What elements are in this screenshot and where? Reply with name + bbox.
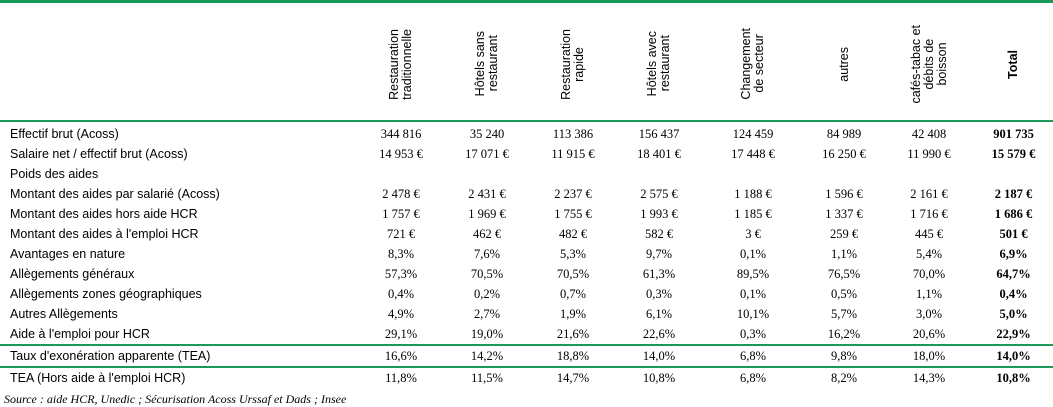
table-cell <box>358 164 444 184</box>
column-header-hotels-avec-restaurant <box>616 8 702 120</box>
table-cell: 35 240 <box>469 126 505 141</box>
table-cell: 582 € <box>644 226 674 241</box>
table-cell: 14 953 € <box>379 146 423 161</box>
table-cell: 6,8% <box>702 367 804 388</box>
table-cell: 0,1% <box>739 286 767 301</box>
table-cell: 6,8% <box>702 345 804 367</box>
table-cell: 0,2% <box>473 286 501 301</box>
table-row <box>0 284 1053 304</box>
table-cell: 1 185 € <box>734 206 772 221</box>
table-row <box>0 345 1053 367</box>
table-cell: 1 188 € <box>734 186 772 201</box>
row-label: Montant des aides à l'emploi HCR <box>10 227 199 241</box>
table-cell: 445 € <box>914 226 944 241</box>
table-cell: 14,7% <box>530 367 616 388</box>
table-cell: 1 757 € <box>382 206 420 221</box>
table-cell: 721 € <box>386 226 416 241</box>
table-cell: 0,3% <box>645 286 673 301</box>
table-cell: 2 575 € <box>640 186 678 201</box>
table-cell: 1 969 € <box>468 206 506 221</box>
total-cell: 501 € <box>999 226 1028 241</box>
column-header-restauration-traditionnelle <box>358 8 444 120</box>
table-cell: 8,3% <box>387 246 415 261</box>
data-table <box>0 124 1053 388</box>
table-cell <box>530 164 616 184</box>
row-label: Avantages en nature <box>10 247 126 261</box>
column-header-autres <box>804 8 884 120</box>
table-row <box>0 124 1053 144</box>
table-cell: 61,3% <box>642 266 676 281</box>
table-cell: 16,2% <box>827 326 861 341</box>
table-row <box>0 324 1053 345</box>
table-row <box>0 367 1053 388</box>
table-cell: 0,1% <box>739 246 767 261</box>
column-header-label: Hôtels avec restaurant <box>645 31 672 97</box>
table-cell: 14,3% <box>884 367 974 388</box>
column-header-restauration-rapide <box>530 8 616 120</box>
table-cell: 5,3% <box>559 246 587 261</box>
table-cell: 7,6% <box>473 246 501 261</box>
table-cell: 9,7% <box>645 246 673 261</box>
row-label: Aide à l'emploi pour HCR <box>10 327 150 341</box>
row-label: TEA (Hors aide à l'emploi HCR) <box>0 367 358 388</box>
table-cell: 113 386 <box>552 126 594 141</box>
table-cell: 0,3% <box>739 326 767 341</box>
table-cell: 17 448 € <box>731 146 775 161</box>
table-cell: 482 € <box>558 226 588 241</box>
table-cell <box>444 164 530 184</box>
table-cell: 57,3% <box>384 266 418 281</box>
table-cell: 0,4% <box>387 286 415 301</box>
column-header-label: cafés-tabac et débits de boisson <box>908 24 949 104</box>
total-cell: 5,0% <box>999 306 1028 321</box>
table-cell: 2 478 € <box>382 186 420 201</box>
table-cell: 1,9% <box>559 306 587 321</box>
row-label: Salaire net / effectif brut (Acoss) <box>10 147 188 161</box>
table-cell: 70,5% <box>556 266 590 281</box>
table-cell: 11 915 € <box>551 146 595 161</box>
table-cell: 6,1% <box>645 306 673 321</box>
table-cell: 16,6% <box>358 345 444 367</box>
table-cell: 14,2% <box>444 345 530 367</box>
table-cell: 1 993 € <box>640 206 678 221</box>
table-cell: 22,6% <box>642 326 676 341</box>
table-cell: 18,0% <box>884 345 974 367</box>
table-top-border <box>0 0 1053 3</box>
table-cell: 0,5% <box>830 286 858 301</box>
total-cell: 22,9% <box>996 326 1031 341</box>
total-cell: 64,7% <box>996 266 1031 281</box>
total-cell: 15 579 € <box>991 146 1036 161</box>
table-cell: 70,0% <box>912 266 946 281</box>
column-header-total <box>974 8 1053 120</box>
table-row <box>0 144 1053 164</box>
table-cell: 11,8% <box>358 367 444 388</box>
table-cell: 89,5% <box>736 266 770 281</box>
row-label: Montant des aides hors aide HCR <box>10 207 198 221</box>
table-cell: 0,7% <box>559 286 587 301</box>
table-cell: 2 431 € <box>468 186 506 201</box>
row-label: Autres Allègements <box>10 307 118 321</box>
table-cell: 3 € <box>745 226 761 241</box>
table-cell: 84 989 <box>826 126 862 141</box>
table-cell <box>702 164 804 184</box>
column-header-label: Total <box>1006 49 1020 79</box>
table-cell <box>616 164 702 184</box>
table-cell: 1,1% <box>830 246 858 261</box>
column-header-label: Hôtels sans restaurant <box>473 31 500 97</box>
table-cell: 11,5% <box>444 367 530 388</box>
row-label: Allègements zones géographiques <box>10 287 202 301</box>
table-row <box>0 184 1053 204</box>
table-cell: 344 816 <box>380 126 422 141</box>
row-label: Poids des aides <box>10 167 99 181</box>
column-header-label: Restauration rapide <box>559 28 586 100</box>
table-cell: 21,6% <box>556 326 590 341</box>
source-note: Source : aide HCR, Unedic ; Sécurisation Acoss Urssaf et Dads ; Insee <box>4 392 347 406</box>
table-cell: 462 € <box>472 226 502 241</box>
table-cell: 3,0% <box>915 306 943 321</box>
column-header-changement-de-secteur <box>702 8 804 120</box>
total-cell: 10,8% <box>974 367 1053 388</box>
total-cell: 1 686 € <box>994 206 1033 221</box>
row-label: Taux d'exonération apparente (TEA) <box>0 345 358 367</box>
total-cell: 6,9% <box>999 246 1028 261</box>
table-cell: 9,8% <box>804 345 884 367</box>
table-cell <box>804 164 884 184</box>
table-cell: 19,0% <box>470 326 504 341</box>
table-cell: 18 401 € <box>637 146 681 161</box>
table-row <box>0 224 1053 244</box>
table-cell: 5,4% <box>915 246 943 261</box>
table-cell: 4,9% <box>387 306 415 321</box>
table-cell: 14,0% <box>616 345 702 367</box>
table-row <box>0 304 1053 324</box>
table-cell: 1 596 € <box>825 186 863 201</box>
table-cell: 70,5% <box>470 266 504 281</box>
table-cell: 1 337 € <box>825 206 863 221</box>
table-cell: 11 990 € <box>907 146 951 161</box>
column-header-label: autres <box>836 46 851 82</box>
table-cell: 10,1% <box>736 306 770 321</box>
row-label: Effectif brut (Acoss) <box>10 127 119 141</box>
table-cell: 156 437 <box>638 126 680 141</box>
table-cell: 42 408 <box>911 126 947 141</box>
table-cell: 1 755 € <box>554 206 592 221</box>
table-cell <box>884 164 974 184</box>
total-cell <box>974 164 1053 184</box>
table-row <box>0 204 1053 224</box>
row-label: Montant des aides par salarié (Acoss) <box>10 187 220 201</box>
table-cell: 1,1% <box>915 286 943 301</box>
row-label: Allègements généraux <box>10 267 135 281</box>
table-cell: 2,7% <box>473 306 501 321</box>
table-cell: 20,6% <box>912 326 946 341</box>
column-header-label: Changement de secteur <box>739 28 766 100</box>
table-cell: 17 071 € <box>465 146 509 161</box>
total-cell: 901 735 <box>993 126 1034 141</box>
table-row <box>0 164 1053 184</box>
table-cell: 124 459 <box>732 126 774 141</box>
column-header-cafes-tabac <box>884 8 974 120</box>
total-cell: 0,4% <box>999 286 1028 301</box>
table-cell: 18,8% <box>530 345 616 367</box>
table-cell: 29,1% <box>384 326 418 341</box>
total-cell: 14,0% <box>974 345 1053 367</box>
column-header-label: Restauration traditionnelle <box>387 28 414 100</box>
total-cell: 2 187 € <box>994 186 1033 201</box>
table-cell: 2 161 € <box>910 186 948 201</box>
table-cell: 76,5% <box>827 266 861 281</box>
table-cell: 16 250 € <box>822 146 866 161</box>
header-divider <box>0 120 1053 122</box>
table-cell: 8,2% <box>804 367 884 388</box>
column-header-hotels-sans-restaurant <box>444 8 530 120</box>
table-cell: 10,8% <box>616 367 702 388</box>
table-row <box>0 244 1053 264</box>
table-cell: 259 € <box>829 226 859 241</box>
table-cell: 5,7% <box>830 306 858 321</box>
table-row <box>0 264 1053 284</box>
table-cell: 1 716 € <box>910 206 948 221</box>
table-cell: 2 237 € <box>554 186 592 201</box>
